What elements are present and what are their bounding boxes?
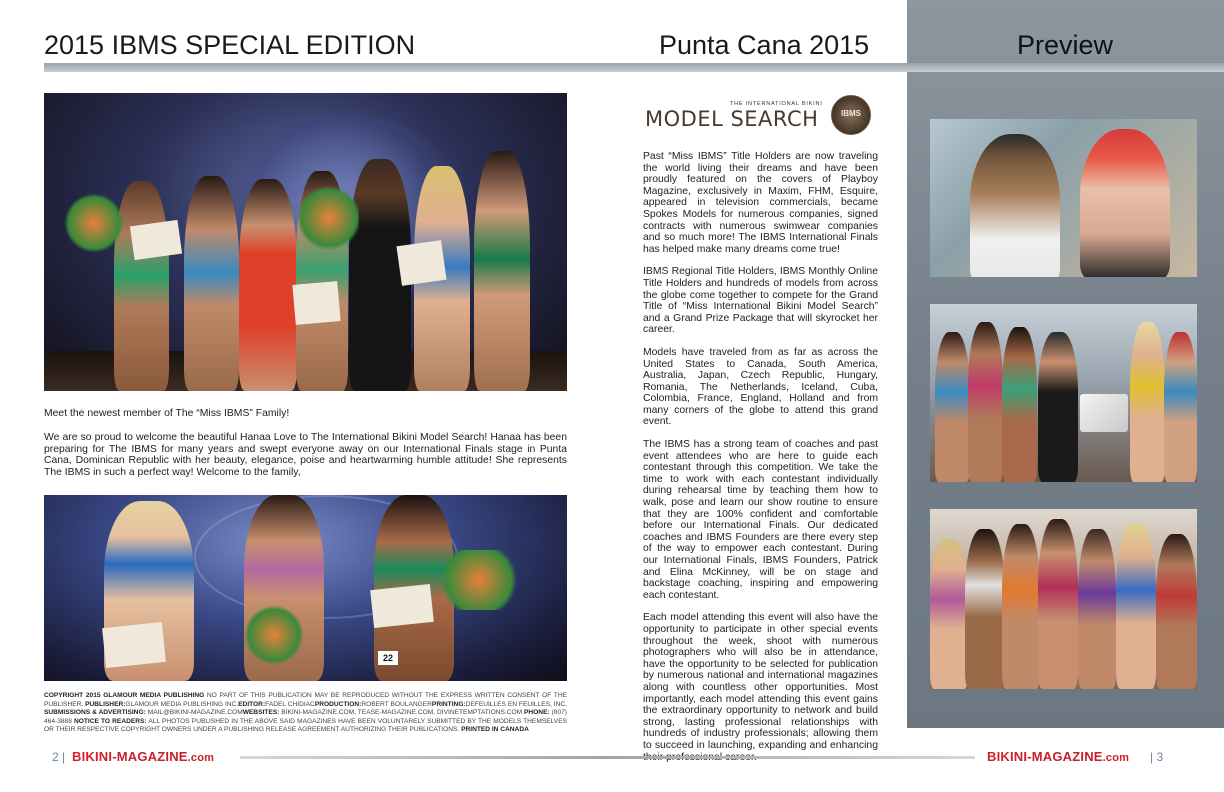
caption-body: We are so proud to welcome the beautiful Hanaa Love to The International Bikini Model Search! Hanaa has been preparing for The IBMS for many years and swept everyone away on our International Finals stage in Punta Cana, Dominican Republic with her beauty, elegance, poise and heartwarming humble attitude! She represents The IBMS in such a perfect way! Welcome to the family, (44, 432, 567, 478)
stage-group-photo (44, 93, 567, 391)
model-search-logo (645, 95, 875, 140)
article-paragraph: The IBMS has a strong team of coaches and past event attendees who are here to guide each contestant through this competition. We take the time to work with each contestant individually during rehearsal time by teaching them how to walk, pose and learn our show routine to ensure that they are 100% confident and comfortable before our International Finals. Our dedicated coaches and IBMS Founders are there every step of the way to empower each contestant. During our International Finals, IBMS Founders, Patrick and Elina McKinney, will be on stage and backstage coaching, inspiring and empowering each contestant. (643, 439, 878, 601)
footer-rule (240, 756, 975, 759)
caption-headline: Meet the newest member of The “Miss IBMS” Family! (44, 408, 290, 419)
article-paragraph: IBMS Regional Title Holders, IBMS Monthly Online Title Holders and hundreds of models from across the globe come together to compete for the Grand Title of “Miss International Bikini Model Search” and a Grand Prize Package that will skyrocket her career. (643, 266, 878, 336)
preview-photo-selfie (930, 119, 1197, 277)
page-number-right: | 3 (1150, 750, 1164, 764)
logo-main-text: MODEL SEARCH (645, 107, 819, 131)
left-header-title: 2015 IBMS SPECIAL EDITION (44, 30, 416, 60)
page-number-left: 2 | (52, 750, 66, 764)
copyright-notice: COPYRIGHT 2015 GLAMOUR MEDIA PUBLISHING NO PART OF THIS PUBLICATION MAY BE REPRODUCED WITHOUT THE EXPRESS WRITTEN CONSENT OF THE PUBLISHER. PUBLISHER:GLAMOUR MEDIA PUBLISHING INC.EDITOR:FADEL CHIDIACPRODUCTION:ROBERT BOULANGERPRINTING:DEFEUILLES EN FEUILLES, INC. SUBMISSIONS & ADVERTISING: MAIL@BIKINI-MAGAZINE.COMWEBSITES: BIKINI-MAGAZINE.COM, TEASE-MAGAZINE.COM, DIVINETEMPTATIONS.COM PHONE: (807) 464-3888 NOTICE TO READERS: ALL PHOTOS PUBLISHED IN THE ABOVE SAID MAGAZINES HAVE BEEN VOLUNTARELY SUBMITTED BY THE MODELS THEMSELVES OR THEIR RESPECTIVE COPYRIGHT OWNERS UNDER A PUBLISHING RELEASE AGREEMENT AUTHORIZING THEIR PUBLICATIONS. PRINTED IN CANADA (44, 692, 567, 734)
contestant-number-sign: 22 (378, 651, 398, 665)
ibms-badge: IBMS (831, 95, 871, 135)
article-body (643, 151, 878, 774)
preview-photo-group-pool (930, 509, 1197, 689)
preview-title: Preview (1017, 30, 1114, 60)
bikini-magazine-logo-left: BIKINI-MAGAZINE.com (72, 749, 215, 764)
header-divider (44, 63, 1224, 72)
winners-stage-photo (44, 495, 567, 681)
bikini-magazine-logo-right: BIKINI-MAGAZINE.com (987, 749, 1130, 764)
logo-small-text: THE INTERNATIONAL BIKINI (730, 101, 823, 107)
mid-header-title: Punta Cana 2015 (659, 30, 870, 60)
preview-photo-group-dj (930, 304, 1197, 482)
article-paragraph: Past “Miss IBMS” Title Holders are now traveling the world living their dreams and have been proudly featured on the covers of Playboy Magazine, exclusively in Maxim, FHM, Esquire, appeared in television commercials, became Spokes Models for numerous companies, signed contracts with numerous swimwear companies and so much more! The IBMS International Finals has helped make many dreams come true! (643, 151, 878, 255)
article-paragraph: Models have traveled from as far as across the United States to Canada, South America, Australia, Japan, Czech Republic, Hungary, Romania, The Netherlands, Iceland, Cuba, Colombia, France, England, Holland and from many corners of the globe to attend this grand event. (643, 346, 878, 428)
article-paragraph: Each model attending this event will also have the opportunity to participate in other special events throughout the week, shoot with numerous photographers who will also be in attendance, have the opportunity to be selected for publication by numerous national and international magazines along with countless other opportunities. Most importantly, each model attending this event gains the extraordinary opportunity to network and build strong, lasting professional relationships with hundreds of industry professionals; allowing them to succeed in launching, expanding and enhancing (643, 612, 878, 751)
